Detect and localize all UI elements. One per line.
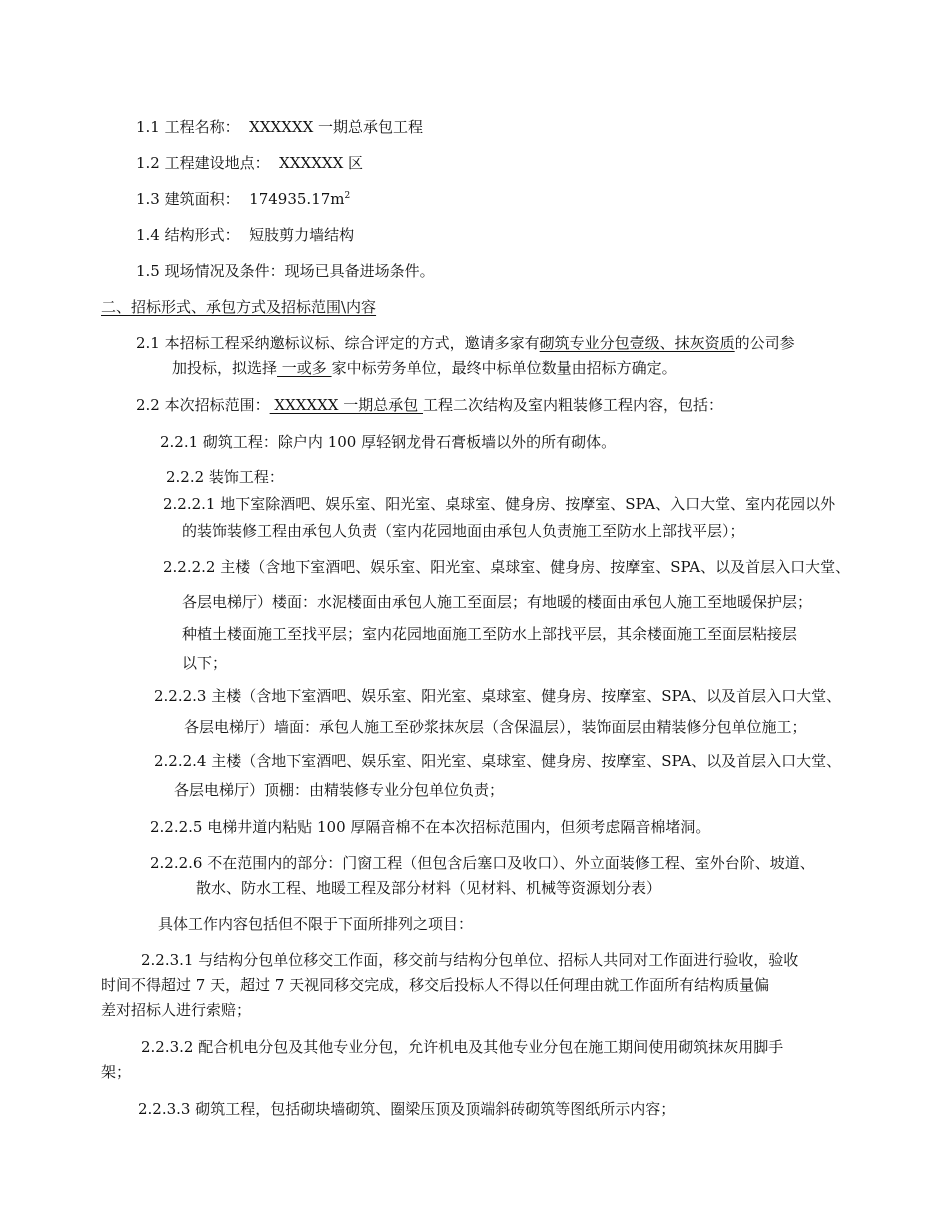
item-2-2-2-6-line-2: 散水、防水工程、地暖工程及部分材料（见材料、机械等资源划分表） — [196, 879, 662, 897]
item-1-5: 1.5 现场情况及条件：现场已具备进场条件。 — [136, 262, 435, 280]
item-2-2-1: 2.2.1 砌筑工程：除户内 100 厚轻钢龙骨石膏板墙以外的所有砌体。 — [160, 433, 617, 451]
item-2-2-3-3: 2.2.3.3 砌筑工程，包括砌块墙砌筑、圈梁压顶及顶端斜砖砌筑等图纸所示内容； — [138, 1100, 676, 1118]
item-2-2-2: 2.2.2 装饰工程： — [166, 468, 284, 486]
item-1-3-value: 174935.17m — [249, 190, 345, 208]
item-1-3 — [136, 189, 350, 209]
item-2-1-text-d: 家中标劳务单位，最终中标单位数量由招标方确定。 — [331, 359, 677, 377]
item-2-1-text-c: 加投标，拟选择 — [172, 359, 278, 377]
item-2-2-text-b: 工程二次结构及室内粗装修工程内容，包括： — [423, 396, 724, 414]
item-1-1-label: 1.1 工程名称： — [136, 118, 240, 136]
item-1-2-value: XXXXXX 区 — [279, 154, 364, 172]
item-2-2-text-a: 2.2 本次招标范围： — [136, 396, 270, 414]
item-1-3-superscript: 2 — [344, 191, 351, 201]
item-1-3-label: 1.3 建筑面积： — [136, 190, 240, 208]
item-2-2-2-2-line-1: 2.2.2.2 主楼（含地下室酒吧、娱乐室、阳光室、桌球室、健身房、按摩室、SPA、以及首层入口大堂、 — [163, 558, 851, 576]
item-1-4-label: 1.4 结构形式： — [136, 226, 240, 244]
item-1-4 — [136, 225, 354, 245]
item-2-1-line-2 — [172, 358, 677, 378]
section-2-heading: 二、招标形式、承包方式及招标范围\内容 — [101, 298, 377, 316]
item-2-2-2-6-line-1: 2.2.2.6 不在范围内的部分：门窗工程（但包含后塞口及收口）、外立面装修工程、室外台阶、坡道、 — [150, 854, 815, 872]
item-2-2-3-2-line-2: 架； — [101, 1063, 132, 1081]
item-2-2-2-2-line-4: 以下； — [182, 654, 228, 672]
item-2-1-line-1 — [136, 333, 795, 353]
item-2-2-2-4-line-2: 各层电梯厅）顶棚：由精装修专业分包单位负责； — [174, 781, 505, 799]
item-2-2-2-3-line-1: 2.2.2.3 主楼（含地下室酒吧、娱乐室、阳光室、桌球室、健身房、按摩室、SPA、以及首层入口大堂、 — [154, 687, 842, 705]
item-2-2-2-2-line-2: 各层电梯厅）楼面：水泥楼面由承包人施工至面层；有地暖的楼面由承包人施工至地暖保护层； — [182, 593, 813, 611]
item-2-2-project: XXXXXX 一期总承包 — [269, 396, 424, 414]
item-2-2-3-2-line-1: 2.2.3.2 配合机电分包及其他专业分包，允许机电及其他专业分包在施工期间使用砌筑抹灰用脚手 — [141, 1038, 784, 1056]
item-1-1 — [136, 117, 423, 137]
item-2-2-2-2-line-3: 种植土楼面施工至找平层；室内花园地面施工至防水上部找平层，其余楼面施工至面层粘接层 — [182, 625, 798, 643]
item-2-1-text-a: 2.1 本招标工程采纳邀标议标、综合评定的方式，邀请多家有 — [136, 334, 540, 352]
item-2-2 — [136, 395, 723, 415]
item-1-2 — [136, 153, 363, 173]
item-2-2-3-1-line-1: 2.2.3.1 与结构分包单位移交工作面，移交前与结构分包单位、招标人共同对工作面进行验收，验收 — [141, 951, 799, 969]
work-content-intro: 具体工作内容包括但不限于下面所排列之项目： — [158, 915, 474, 933]
item-2-2-3-1-line-3: 差对招标人进行索赔； — [101, 1001, 252, 1019]
item-2-2-2-1-line-2: 的装饰装修工程由承包人负责（室内花园地面由承包人负责施工至防水上部找平层）； — [182, 522, 745, 540]
item-2-1-qualification: 砌筑专业分包壹级、抹灰资质 — [539, 334, 735, 352]
item-2-2-2-3-line-2: 各层电梯厅）墙面：承包人施工至砂浆抹灰层（含保温层），装饰面层由精装修分包单位施工； — [184, 718, 807, 736]
item-2-2-2-5: 2.2.2.5 电梯井道内粘贴 100 厚隔音棉不在本次招标范围内，但须考虑隔音棉堵洞。 — [150, 818, 711, 836]
item-2-1-text-b: 的公司参 — [734, 334, 795, 352]
item-2-2-2-1-line-1: 2.2.2.1 地下室除酒吧、娱乐室、阳光室、桌球室、健身房、按摩室、SPA、入口大堂、室内花园以外 — [163, 495, 836, 513]
item-2-2-3-1-line-2: 时间不得超过 7 天，超过 7 天视同移交完成，移交后投标人不得以任何理由就工作面所有结构质量偏 — [101, 976, 770, 994]
item-1-4-value: 短肢剪力墙结构 — [249, 226, 355, 244]
item-2-1-count: 一或多 — [277, 359, 332, 377]
item-2-2-2-4-line-1: 2.2.2.4 主楼（含地下室酒吧、娱乐室、阳光室、桌球室、健身房、按摩室、SPA、以及首层入口大堂、 — [154, 752, 842, 770]
item-1-2-label: 1.2 工程建设地点： — [136, 154, 270, 172]
item-1-1-value: XXXXXX 一期总承包工程 — [249, 118, 424, 136]
